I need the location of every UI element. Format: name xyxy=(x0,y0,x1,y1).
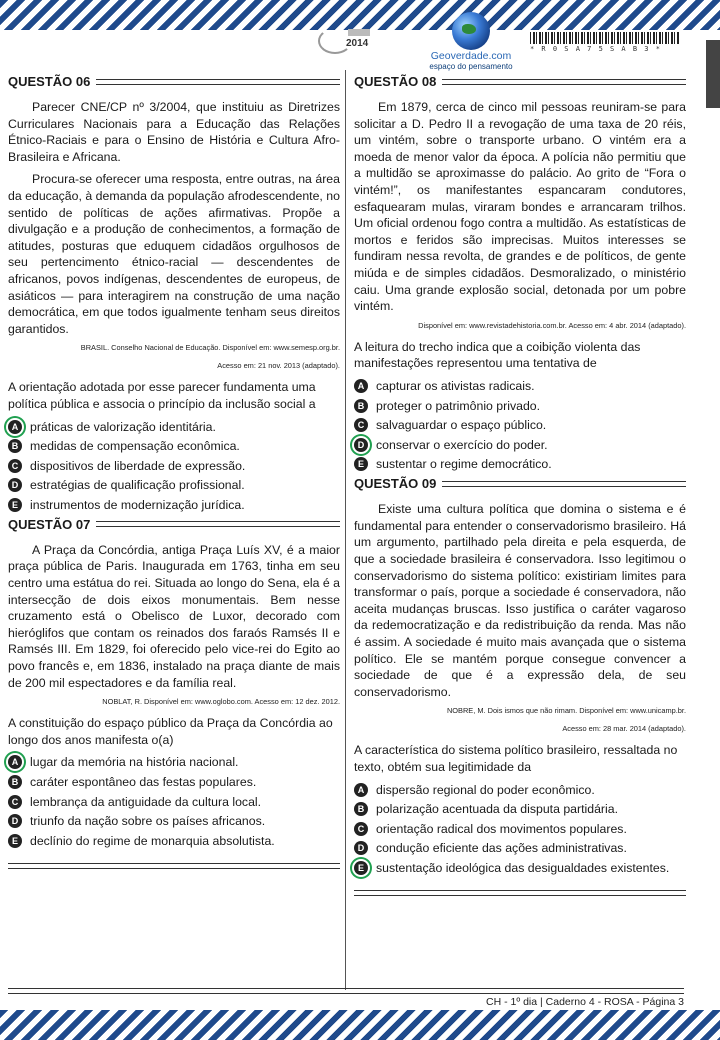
heading-rule xyxy=(442,481,686,487)
source-citation: Disponível em: www.revistadehistoria.com.br. Acesso em: 4 abr. 2014 (adaptado). xyxy=(418,320,686,330)
option-text: salvaguardar o espaço público. xyxy=(376,418,547,433)
option-text: sustentar o regime democrático. xyxy=(376,457,552,472)
left-column xyxy=(8,70,340,869)
exam-logo xyxy=(318,28,378,54)
answer-option-b[interactable] xyxy=(354,398,686,414)
site-tagline: espaço do pensamento xyxy=(429,62,513,71)
question-stem: A constituição do espaço público da Praça da Concórdia ao longo dos anos manifesta o(a) xyxy=(8,716,333,747)
option-letter-badge: B xyxy=(8,775,22,789)
question-09 xyxy=(354,476,686,896)
question-title: QUESTÃO 08 xyxy=(354,74,437,89)
question-06 xyxy=(8,74,340,513)
barcode-text: * R 0 S A 7 5 S A B 3 * xyxy=(530,45,662,53)
question-stem: A característica do sistema político brasileiro, ressaltada no texto, obtém sua legitimidade da xyxy=(354,743,678,774)
option-letter-badge: C xyxy=(354,822,368,836)
option-text: triunfo da nação sobre os países africanos. xyxy=(30,814,266,829)
option-text: conservar o exercício do poder. xyxy=(376,437,548,452)
top-stripe-band xyxy=(0,0,720,30)
option-text: proteger o patrimônio privado. xyxy=(376,398,541,413)
source-citation: NOBLAT, R. Disponível em: www.oglobo.com. Acesso em: 12 dez. 2012. xyxy=(102,697,340,707)
option-letter-badge: B xyxy=(8,439,22,453)
section-end-rule xyxy=(354,890,686,896)
source-citation: Acesso em: 21 nov. 2013 (adaptado). xyxy=(217,361,340,371)
option-text: dispersão regional do poder econômico. xyxy=(376,782,595,797)
option-letter-badge: A xyxy=(354,379,368,393)
option-text: estratégias de qualificação profissional. xyxy=(30,478,245,493)
answer-option-a[interactable] xyxy=(354,782,686,798)
option-letter-badge: D xyxy=(354,438,368,452)
heading-rule xyxy=(96,521,340,527)
option-letter-badge: E xyxy=(8,498,22,512)
question-paragraph: Procura-se oferecer uma resposta, entre outras, na área da educação, à demanda da população afrodescendente, no sentido de políticas de ações afirmativas. Propõe a divulgação e a produção de conhecimentos, a formação de atitudes, posturas que eduquem cidadãos orgulhosos de seu pertencimento étnico-racial — descendentes de africanos, povos indígenas, descendentes de europeus, de asiáticos — para interagirem na construção de uma nação democrática, em que todos igualmente tenham seus direitos garantidos. xyxy=(8,172,340,336)
option-text: orientação radical dos movimentos populares. xyxy=(376,821,627,836)
answer-option-a[interactable] xyxy=(8,419,340,435)
option-text: polarização acentuada da disputa partidária. xyxy=(376,802,619,817)
answer-option-e[interactable] xyxy=(8,833,340,849)
option-letter-badge: A xyxy=(8,755,22,769)
option-text: caráter espontâneo das festas populares. xyxy=(30,775,257,789)
answer-option-c[interactable] xyxy=(354,821,686,837)
source-citation: BRASIL. Conselho Nacional de Educação. Disponível em: www.semesp.org.br. xyxy=(80,343,340,353)
footer-divider xyxy=(8,988,684,994)
column-divider xyxy=(345,70,346,990)
heading-rule xyxy=(96,79,340,85)
question-paragraph: A Praça da Concórdia, antiga Praça Luís XV, é a maior praça pública de Paris. Inaugurada em 1763, tinha em seu centro uma estátua do rei. Situada ao longo do Sena, ela é a intersecção de dois eixos monumentais. Bem nesse cruzamento está o Obelisco de Luxor, decorado com hieróglifos que contam os reinados dos faraós Ramsés II e Ramsés III. Em 1829, foi oferecido pelo vice-rei do Egito ao povo francês e, em 1836, instalado na praça diante de mais de 200 mil espectadores e da família real. xyxy=(8,542,340,690)
answer-option-d[interactable] xyxy=(354,437,686,453)
question-heading xyxy=(8,517,340,532)
question-paragraph: Parecer CNE/CP nº 3/2004, que instituiu as Diretrizes Curriculares Nacionais para a Educação das Relações Étnico-Raciais e para o Ensino de História e Cultura Afro-Brasileira e Africana. xyxy=(8,100,340,164)
question-paragraph: Em 1879, cerca de cinco mil pessoas reuniram-se para solicitar a D. Pedro II a revogação de uma taxa de 20 réis, um vintém, sobre o transporte urbano. O vintém era a moeda de menor valor da época. A polícia não permitiu que a multidão se aproximasse do palácio. Ao grito de “Fora o vintém!”, os manifestantes espancaram condutores, esfaquearam mulas, viraram bondes e arrancaram trilhos. Um oficial ordenou fogo contra a multidão. As estatísticas de mortos e feridos são imprecisas. Muitos interesses se fundiram nessa revolta, de grandes e de políticos, de gente miúda e de simples cidadãos. Desmoralizado, o ministério caiu. Uma grande explosão social, detonada por um pobre vintém. xyxy=(354,100,686,314)
answer-option-e[interactable] xyxy=(8,497,340,513)
option-letter-badge: A xyxy=(8,420,22,434)
option-letter-badge: C xyxy=(8,795,22,809)
option-letter-badge: C xyxy=(8,459,22,473)
question-stem: A leitura do trecho indica que a coibição violenta das manifestações representou uma tentativa de xyxy=(354,339,641,371)
answer-option-a[interactable] xyxy=(8,754,340,770)
answer-option-b[interactable] xyxy=(8,774,340,790)
option-text: instrumentos de modernização jurídica. xyxy=(30,497,245,512)
option-letter-badge: D xyxy=(8,478,22,492)
question-paragraph: Existe uma cultura política que domina o sistema e é fundamental para entender o conservadorismo brasileiro. Há um argumento, partilhado pela direita e pela esquerda, de que a sociedade brasileira é conservadora. Isso legitimou o conservadorismo do sistema político: existiriam limites para transformar o país, porque a sociedade é conservadora, não aceita mudanças bruscas. Isso justifica o caráter vagaroso da redemocratização e da redistribuição da renda. Mas não é assim. A sociedade é muito mais avançada que o sistema político. Ele se mantém porque consegue convencer a sociedade de que é a expressão dela, de seu conservadorismo. xyxy=(354,502,686,699)
option-text: sustentação ideológica das desigualdades existentes. xyxy=(376,860,670,875)
site-watermark xyxy=(428,12,514,71)
page-footer: CH - 1º dia | Caderno 4 - ROSA - Página 3 xyxy=(486,996,684,1008)
option-text: práticas de valorização identitária. xyxy=(30,419,216,434)
answer-option-c[interactable] xyxy=(8,794,340,810)
answer-option-d[interactable] xyxy=(354,840,686,856)
exam-year: 2014 xyxy=(346,38,369,49)
answer-option-e[interactable] xyxy=(354,860,686,876)
option-text: condução eficiente das ações administrativas. xyxy=(376,841,627,856)
source-citation: Acesso em: 28 mar. 2014 (adaptado). xyxy=(562,724,686,734)
option-letter-badge: E xyxy=(8,834,22,848)
option-text: lembrança da antiguidade da cultura local. xyxy=(30,794,262,809)
question-heading xyxy=(354,74,686,89)
option-text: declínio do regime de monarquia absolutista. xyxy=(30,833,275,848)
answer-option-d[interactable] xyxy=(8,477,340,493)
page-edge-tab xyxy=(706,40,720,108)
question-heading xyxy=(8,74,340,89)
section-end-rule xyxy=(8,863,340,869)
option-text: medidas de compensação econômica. xyxy=(30,439,240,454)
question-07 xyxy=(8,517,340,869)
option-text: capturar os ativistas radicais. xyxy=(376,378,535,393)
question-title: QUESTÃO 07 xyxy=(8,516,91,532)
option-letter-badge: B xyxy=(354,399,368,413)
option-letter-badge: A xyxy=(354,783,368,797)
barcode-icon xyxy=(530,32,680,44)
question-title: QUESTÃO 09 xyxy=(354,476,437,492)
answer-option-a[interactable] xyxy=(354,378,686,394)
option-letter-badge: E xyxy=(354,861,368,875)
option-text: lugar da memória na história nacional. xyxy=(30,755,239,770)
answer-option-b[interactable] xyxy=(8,438,340,454)
question-title: QUESTÃO 06 xyxy=(8,74,91,89)
option-text: dispositivos de liberdade de expressão. xyxy=(30,458,246,473)
answer-option-c[interactable] xyxy=(8,458,340,474)
answer-option-d[interactable] xyxy=(8,813,340,829)
question-stem: A orientação adotada por esse parecer fundamenta uma política pública e associa o princípio da inclusão social a xyxy=(8,380,316,411)
option-letter-badge: C xyxy=(354,418,368,432)
question-08 xyxy=(354,74,686,472)
option-letter-badge: E xyxy=(354,457,368,471)
heading-rule xyxy=(442,79,686,85)
option-letter-badge: D xyxy=(354,841,368,855)
site-name: Geoverdade.com xyxy=(430,50,512,62)
answer-option-e[interactable] xyxy=(354,456,686,472)
globe-icon xyxy=(452,12,490,50)
option-letter-badge: D xyxy=(8,814,22,828)
answer-option-b[interactable] xyxy=(354,801,686,817)
question-heading xyxy=(354,476,686,491)
source-citation: NOBRE, M. Dois ismos que não rimam. Disponível em: www.unicamp.br. xyxy=(446,706,686,716)
right-column xyxy=(354,70,686,896)
option-letter-badge: B xyxy=(354,802,368,816)
answer-option-c[interactable] xyxy=(354,417,686,433)
bottom-stripe-band xyxy=(0,1010,720,1040)
